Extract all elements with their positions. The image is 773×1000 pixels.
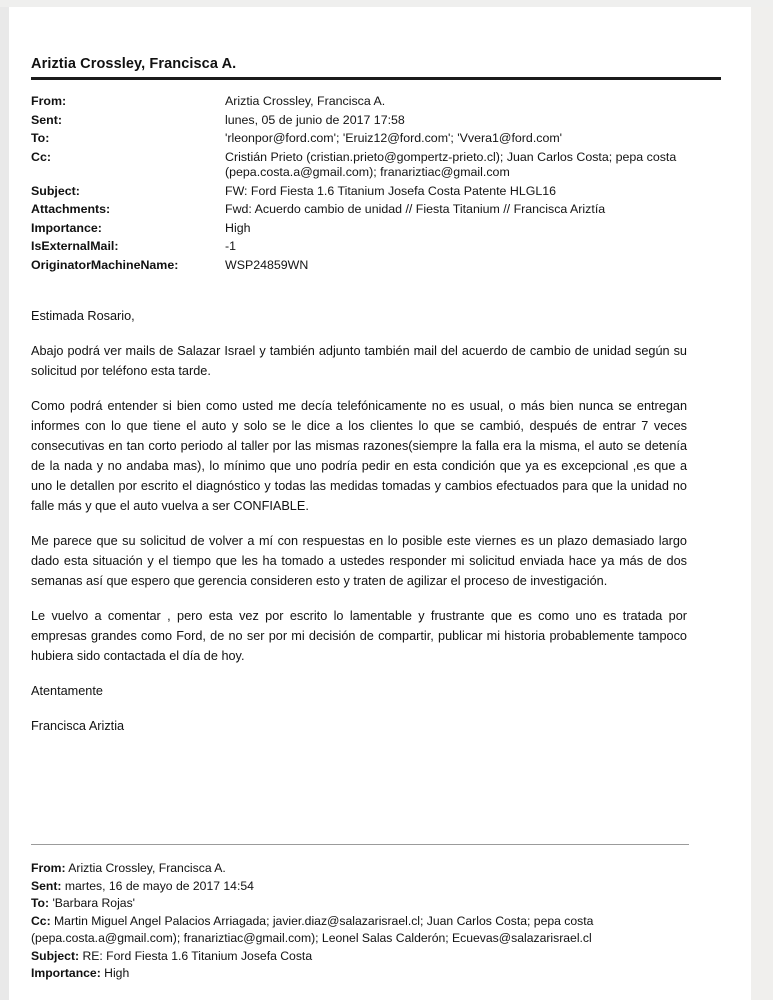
from-value: Ariztia Crossley, Francisca A. [225,94,386,108]
cc-label: Cc: [31,149,51,164]
cc-value: Cristián Prieto (cristian.prieto@gompertz-prieto.cl); Juan Carlos Costa; pepa costa (pepa.costa.a@gmail.com); franariztiac@gmail.com [225,149,677,179]
email-header-table [31,94,721,276]
quoted-importance-value: High [104,966,130,980]
from-label: From: [31,94,67,108]
quoted-cc-row-continued [31,930,721,947]
quoted-to-row [31,895,721,912]
attachments-value: Fwd: Acuerdo cambio de unidad // Fiesta Titanium // Francisca Ariztía [225,202,606,216]
quoted-sent-value: martes, 16 de mayo de 2017 14:54 [64,878,254,893]
quoted-subject-value: RE: Ford Fiesta 1.6 Titanium Josefa Costa [82,948,313,963]
body-closing: Atentamente [31,684,103,698]
header-row-cc [31,150,721,184]
header-row-sent [31,113,721,132]
quoted-from-row [31,860,721,877]
header-row-originatormachinename [31,258,721,277]
body-paragraph-4: Le vuelvo a comentar , pero esta vez por escrito lo lamentable y frustrante que es como uno es tratada por empresas grandes como Ford, de no ser por mi decisión de compartir, publicar mi historia probablemente tampoco hubiera sido contactada el día de hoy. [31,609,687,663]
quoted-cc-value-line2: (pepa.costa.a@gmail.com); franariztiac@gmail.com); Leonel Salas Calderón; Ecuevas@salazarisrael.cl [31,931,592,945]
quoted-message-divider [31,844,689,845]
document-content [31,0,721,751]
to-value: 'rleonpor@ford.com'; 'Eruiz12@ford.com'; 'Vvera1@ford.com' [225,131,563,145]
email-body [31,306,721,736]
header-row-attachments [31,202,721,221]
attachments-label: Attachments: [31,202,111,216]
body-signature: Francisca Ariztia [31,719,125,733]
originatormachinename-label: OriginatorMachineName: [31,257,179,272]
quoted-message-header [31,860,721,983]
isexternalmail-value: -1 [225,239,237,253]
title-divider [31,77,721,80]
header-row-importance [31,221,721,240]
quoted-subject-row [31,948,721,965]
to-label: To: [31,131,50,145]
header-row-subject [31,184,721,203]
quoted-cc-value-line1: Martin Miguel Angel Palacios Arriagada; javier.diaz@salazarisrael.cl; Juan Carlos Costa; pepa costa [54,913,594,928]
page-title: Ariztia Crossley, Francisca A. [31,56,237,72]
isexternalmail-label: IsExternalMail: [31,239,119,253]
quoted-to-label: To: [31,896,50,910]
importance-label: Importance: [31,220,102,235]
header-row-isexternalmail [31,239,721,258]
sent-label: Sent: [31,112,62,127]
quoted-subject-label: Subject: [31,948,80,963]
body-paragraph-1: Abajo podrá ver mails de Salazar Israel y también adjunto también mail del acuerdo de cambio de unidad según su solicitud por teléfono esta tarde. [31,344,687,378]
body-paragraph-3: Me parece que su solicitud de volver a mí con respuestas en lo posible este viernes es un plazo demasiado largo dado esta situación y el tiempo que les ha tomado a ustedes responder mi solicitud enviada hace ya más de dos semanas así que espero que gerencia consideren esto y traten de agilizar el proceso de investigación. [31,534,687,588]
quoted-to-value: 'Barbara Rojas' [52,896,135,910]
quoted-cc-label: Cc: [31,913,51,928]
body-paragraph-2: Como podrá entender si bien como usted me decía telefónicamente no es usual, o más bien nunca se entregan informes con lo que tiene el auto y solo se le dice a los clientes lo que se cambió, después de entrar 7 veces consecutivas en tan corto periodo al taller por las mismas razones(siempre la falla era la misma, el auto se detenía de la nada y no andaba mas), lo mínimo que uno podría pedir en esta condición que ya es excepcional ,es que a uno le detallen por escrito el diagnóstico y todas las medidas tomadas y cambios efectuados para que la unidad no falle más y que el auto vuelva a ser CONFIABLE. [31,399,687,513]
scan-edge-left [0,0,9,1000]
subject-label: Subject: [31,183,80,198]
header-row-to [31,131,721,150]
header-row-from [31,94,721,113]
quoted-importance-label: Importance: [31,966,101,980]
quoted-sent-label: Sent: [31,878,62,893]
quoted-importance-row [31,965,721,982]
quoted-from-label: From: [31,861,66,875]
quoted-sent-row [31,878,721,895]
importance-value: High [225,220,251,235]
sent-value: lunes, 05 de junio de 2017 17:58 [225,112,405,127]
scan-edge-right [751,0,773,1000]
body-greeting: Estimada Rosario, [31,309,135,323]
quoted-cc-row [31,913,721,930]
subject-value: FW: Ford Fiesta 1.6 Titanium Josefa Costa Patente HLGL16 [225,183,557,198]
originatormachinename-value: WSP24859WN [225,257,309,272]
quoted-from-value: Ariztia Crossley, Francisca A. [68,861,226,875]
